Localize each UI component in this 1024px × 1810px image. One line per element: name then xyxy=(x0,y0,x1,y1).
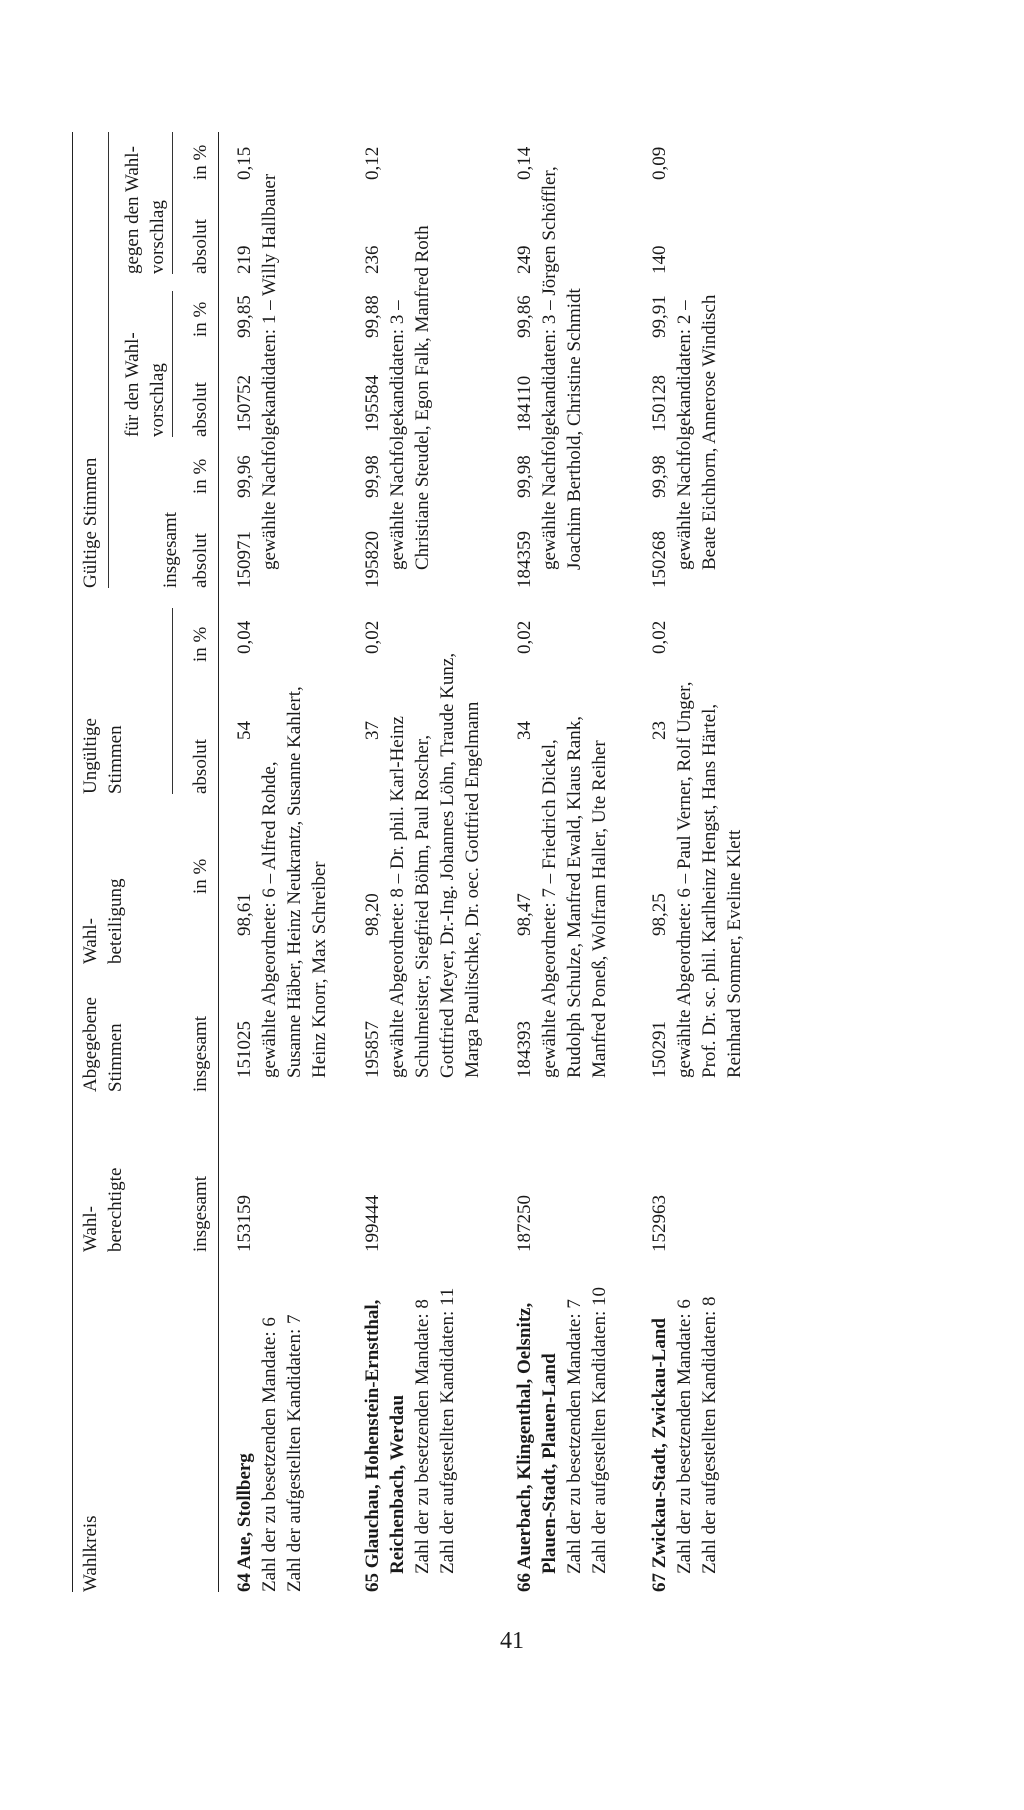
nachfolge-line: Beate Eichhorn, Annerose Windisch xyxy=(699,294,720,570)
wahlberechtigte-value: 199444 xyxy=(362,1195,383,1252)
abgeordnete-line: gewählte Abgeordnete: 8 – Dr. phil. Karl-Heinz xyxy=(387,716,408,1078)
wahlkreis-name: Plauen-Stadt, Plauen-Land xyxy=(539,1353,560,1574)
wahlkreis-name: 65 Glauchau, Hohenstein-Ernstthal, xyxy=(362,1299,383,1592)
header-abgegebene-2: Stimmen xyxy=(105,1023,126,1092)
beteiligung-value: 98,61 xyxy=(234,893,255,936)
gueltige-abs-value: 150971 xyxy=(234,531,255,588)
fuer-pct-value: 99,85 xyxy=(234,295,255,338)
wahlkreis-name: 67 Zwickau-Stadt, Zwickau-Land xyxy=(649,1318,670,1592)
header-gegen-2: vorschlag xyxy=(147,200,168,274)
wahlkreis-name: Reichenbach, Werdau xyxy=(387,1394,408,1574)
header-gegen-rule xyxy=(172,132,173,274)
header-gueltige: Gültige Stimmen xyxy=(80,457,101,588)
abgeordnete-line: Susanne Häber, Heinz Neukrantz, Susanne Kahlert, xyxy=(284,686,305,1078)
subheader-wb-insgesamt: insgesamt xyxy=(190,1176,211,1252)
gegen-pct-value: 0,14 xyxy=(514,146,535,180)
subheader-gegen-pct: in % xyxy=(190,144,211,180)
header-ungueltige-rule xyxy=(172,608,173,794)
ungueltige-pct-value: 0,02 xyxy=(649,620,670,654)
nachfolge-line: Christiane Steudel, Egon Falk, Manfred Roth xyxy=(412,225,433,570)
header-abgegebene-1: Abgegebene xyxy=(80,997,101,1092)
gueltige-abs-value: 184359 xyxy=(514,531,535,588)
subheader-gegen-abs: absolut xyxy=(190,219,211,274)
fuer-abs-value: 150752 xyxy=(234,375,255,432)
header-wahlbeteiligung-1: Wahl- xyxy=(80,918,101,964)
beteiligung-value: 98,25 xyxy=(649,893,670,936)
header-ungueltige-2: Stimmen xyxy=(105,725,126,794)
abgegebene-value: 195857 xyxy=(362,1021,383,1078)
fuer-pct-value: 99,91 xyxy=(649,295,670,338)
abgeordnete-line: Manfred Poneß, Wolfram Haller, Ute Reiher xyxy=(589,740,610,1078)
gueltige-pct-value: 99,98 xyxy=(362,455,383,498)
subheader-fuer-abs: absolut xyxy=(190,382,211,437)
beteiligung-value: 98,20 xyxy=(362,893,383,936)
kandidaten-count: Zahl der aufgestellten Kandidaten: 8 xyxy=(699,1296,720,1574)
ungueltige-pct-value: 0,02 xyxy=(514,620,535,654)
election-results-table xyxy=(70,132,840,1592)
nachfolge-line: gewählte Nachfolgekandidaten: 2 – xyxy=(674,300,695,570)
gueltige-abs-value: 150268 xyxy=(649,531,670,588)
abgeordnete-line: gewählte Abgeordnete: 7 – Friedrich Dickel, xyxy=(539,739,560,1078)
ungueltige-abs-value: 37 xyxy=(362,721,383,740)
nachfolge-line: gewählte Nachfolgekandidaten: 3 – Jörgen Schöffler, xyxy=(539,166,560,570)
gegen-pct-value: 0,15 xyxy=(234,146,255,180)
abgeordnete-line: Gottfried Meyer, Dr.-Ing. Johannes Löhn, Traude Kunz, xyxy=(437,652,458,1078)
abgeordnete-line: Heinz Knorr, Max Schreiber xyxy=(309,861,330,1078)
gegen-abs-value: 219 xyxy=(234,245,255,274)
gueltige-pct-value: 99,96 xyxy=(234,455,255,498)
gueltige-pct-value: 99,98 xyxy=(649,455,670,498)
fuer-pct-value: 99,86 xyxy=(514,295,535,338)
mandate-count: Zahl der zu besetzenden Mandate: 6 xyxy=(259,1317,280,1592)
abgeordnete-line: Marga Paulitschke, Dr. oec. Gottfried Engelmann xyxy=(462,701,483,1078)
kandidaten-count: Zahl der aufgestellten Kandidaten: 11 xyxy=(437,1287,458,1574)
abgegebene-value: 151025 xyxy=(234,1021,255,1078)
nachfolge-line: Joachim Berthold, Christine Schmidt xyxy=(564,288,585,570)
wahlkreis-name: 66 Auerbach, Klingenthal, Oelsnitz, xyxy=(514,1302,535,1592)
subheader-gue-abs: absolut xyxy=(190,533,211,588)
page-number: 41 xyxy=(500,1628,524,1654)
header-wahlbeteiligung-2: beteiligung xyxy=(105,878,126,964)
gegen-pct-value: 0,12 xyxy=(362,146,383,180)
wahlberechtigte-value: 187250 xyxy=(514,1195,535,1252)
header-wahlkreis: Wahlkreis xyxy=(80,1515,101,1592)
wahlkreis-name: 64 Aue, Stollberg xyxy=(234,1453,255,1592)
table-top-rule xyxy=(72,132,73,1592)
header-bottom-rule xyxy=(218,132,219,1592)
ungueltige-abs-value: 23 xyxy=(649,721,670,740)
subheader-fuer-pct: in % xyxy=(190,301,211,337)
gueltige-pct-value: 99,98 xyxy=(514,455,535,498)
abgeordnete-line: gewählte Abgeordnete: 6 – Alfred Rohde, xyxy=(259,761,280,1078)
gegen-abs-value: 249 xyxy=(514,245,535,274)
subheader-beteil-pct: in % xyxy=(190,858,211,894)
header-wahlberechtigte-2: berechtigte xyxy=(105,1167,126,1252)
header-wahlberechtigte-1: Wahl- xyxy=(80,1206,101,1252)
fuer-abs-value: 184110 xyxy=(514,375,535,432)
abgeordnete-line: Rudolph Schulze, Manfred Ewald, Klaus Rank, xyxy=(564,716,585,1078)
abgeordnete-line: Reinhard Sommer, Eveline Klett xyxy=(724,829,745,1078)
beteiligung-value: 98,47 xyxy=(514,893,535,936)
fuer-abs-value: 195584 xyxy=(362,375,383,432)
subheader-ung-pct: in % xyxy=(190,626,211,662)
header-ungueltige-1: Ungültige xyxy=(80,718,101,794)
nachfolge-line: gewählte Nachfolgekandidaten: 1 – Willy Hallbauer xyxy=(259,173,280,570)
mandate-count: Zahl der zu besetzenden Mandate: 7 xyxy=(564,1299,585,1574)
gegen-abs-value: 140 xyxy=(649,245,670,274)
subheader-ung-abs: absolut xyxy=(190,739,211,794)
subheader-abg-insgesamt: insgesamt xyxy=(190,1016,211,1092)
ungueltige-abs-value: 34 xyxy=(514,721,535,740)
gegen-abs-value: 236 xyxy=(362,245,383,274)
header-fuer-2: vorschlag xyxy=(147,363,168,437)
gueltige-abs-value: 195820 xyxy=(362,531,383,588)
header-fuer-1: für den Wahl- xyxy=(122,332,143,437)
gegen-pct-value: 0,09 xyxy=(649,146,670,180)
header-gegen-1: gegen den Wahl- xyxy=(122,146,143,274)
wahlberechtigte-value: 152963 xyxy=(649,1195,670,1252)
mandate-count: Zahl der zu besetzenden Mandate: 8 xyxy=(412,1299,433,1574)
abgegebene-value: 184393 xyxy=(514,1021,535,1078)
abgegebene-value: 150291 xyxy=(649,1021,670,1078)
ungueltige-pct-value: 0,04 xyxy=(234,620,255,654)
ungueltige-pct-value: 0,02 xyxy=(362,620,383,654)
header-gueltige-rule xyxy=(108,132,109,588)
fuer-abs-value: 150128 xyxy=(649,375,670,432)
wahlberechtigte-value: 153159 xyxy=(234,1195,255,1252)
header-fuer-rule xyxy=(172,291,173,437)
header-insgesamt-group: insgesamt xyxy=(160,512,181,588)
kandidaten-count: Zahl der aufgestellten Kandidaten: 7 xyxy=(284,1314,305,1592)
subheader-gue-pct: in % xyxy=(190,458,211,494)
ungueltige-abs-value: 54 xyxy=(234,721,255,740)
abgeordnete-line: Prof. Dr. sc. phil. Karlheinz Hengst, Hans Härtel, xyxy=(699,703,720,1078)
mandate-count: Zahl der zu besetzenden Mandate: 6 xyxy=(674,1299,695,1574)
abgeordnete-line: gewählte Abgeordnete: 6 – Paul Verner, Rolf Unger, xyxy=(674,681,695,1078)
fuer-pct-value: 99,88 xyxy=(362,295,383,338)
abgeordnete-line: Schulmeister, Siegfried Böhm, Paul Roscher, xyxy=(412,734,433,1078)
nachfolge-line: gewählte Nachfolgekandidaten: 3 – xyxy=(387,300,408,570)
kandidaten-count: Zahl der aufgestellten Kandidaten: 10 xyxy=(589,1286,610,1574)
